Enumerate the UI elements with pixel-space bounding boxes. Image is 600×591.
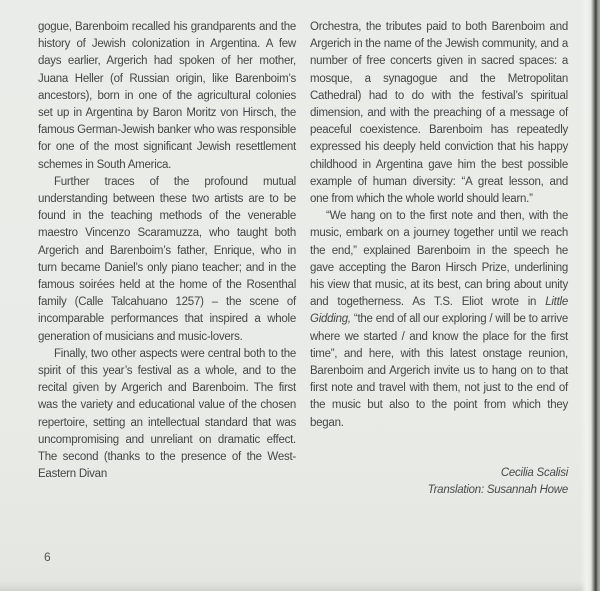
signature-translation: Translation: Susannah Howe bbox=[427, 484, 568, 497]
paragraph-finally: Finally, two other aspects were central both to the spirit of this year’s festival as a whole, and to the recital given by Argerich and Barenboim. The first was the variety and educational value of the chosen repertoire, setting an intellectual standard that was uncompromising and unreliant on dramatic effect. The second (thanks to the presence of the West-Eastern Divan bbox=[38, 347, 296, 481]
signature-author: Cecilia Scalisi bbox=[500, 466, 568, 479]
paragraph-we-hang-on bbox=[310, 208, 568, 432]
book-title-little-gidding: Little Gidding, bbox=[310, 296, 568, 326]
left-text-column bbox=[38, 19, 296, 483]
paragraph-segment: “the end of all our exploring / will be to arrive where we started / and know the place for the first time”, and here, with this latest onstage reunion, Barenboim and Argerich invite us to hang on to that first note and travel with them, not just to the end of the music but also to the point from which they began. bbox=[310, 313, 568, 429]
page-bottom-shadow bbox=[0, 581, 600, 591]
page-edge-shadow bbox=[580, 0, 600, 591]
paragraph-continuation: gogue, Barenboim recalled his grandparents and the history of Jewish colonization in Argentina. A few days earlier, Argerich had spoken of her mother, Juana Heller (of Russian origin, like Barenboim’s ancestors), born in one of the agricultural colonies set up in Argentina by Baron Moritz von Hirsch, the famous German-Jewish banker who was responsible for one of the most significant Jewish resettlement schemes in South America. bbox=[38, 21, 296, 171]
right-text-column bbox=[310, 19, 568, 499]
paragraph-segment: “We hang on to the first note and then, with the music, embark on a journey together until we reach the end,” explained Barenboim in the speech he gave accepting the Baron Hirsch Prize, underlining his view that music, at its best, can bring about unity and togetherness. As T.S. Eliot wrote in bbox=[310, 210, 568, 309]
page-number: 6 bbox=[44, 550, 51, 564]
paragraph-further-traces: Further traces of the profound mutual understanding between these two artists are to be found in the teaching methods of the venerable maestro Vincenzo Scaramuzza, who taught both Argerich and Barenboim’s father, Enrique, who in turn became Daniel’s only piano teacher; and in the famous soirées held at the home of the Rosenthal family (Calle Talcahuano 1257) – the scene of incomparable performances that inspired a whole generation of musicians and music-lovers. bbox=[38, 175, 296, 343]
paragraph-orchestra: Orchestra, the tributes paid to both Barenboim and Argerich in the name of the Jewish community, and a number of free concerts given in sacred spaces: a mosque, a synagogue and the Metropolitan Cathedral) had to do with the festival’s spiritual dimension, and with the preaching of a message of peaceful coexistence. Barenboim has repeatedly expressed his deeply held conviction that his happy childhood in Argentina gave him the best possible example of human diversity: “A great lesson, and one from which the whole world should learn.” bbox=[310, 21, 568, 206]
signature-block bbox=[310, 465, 568, 499]
